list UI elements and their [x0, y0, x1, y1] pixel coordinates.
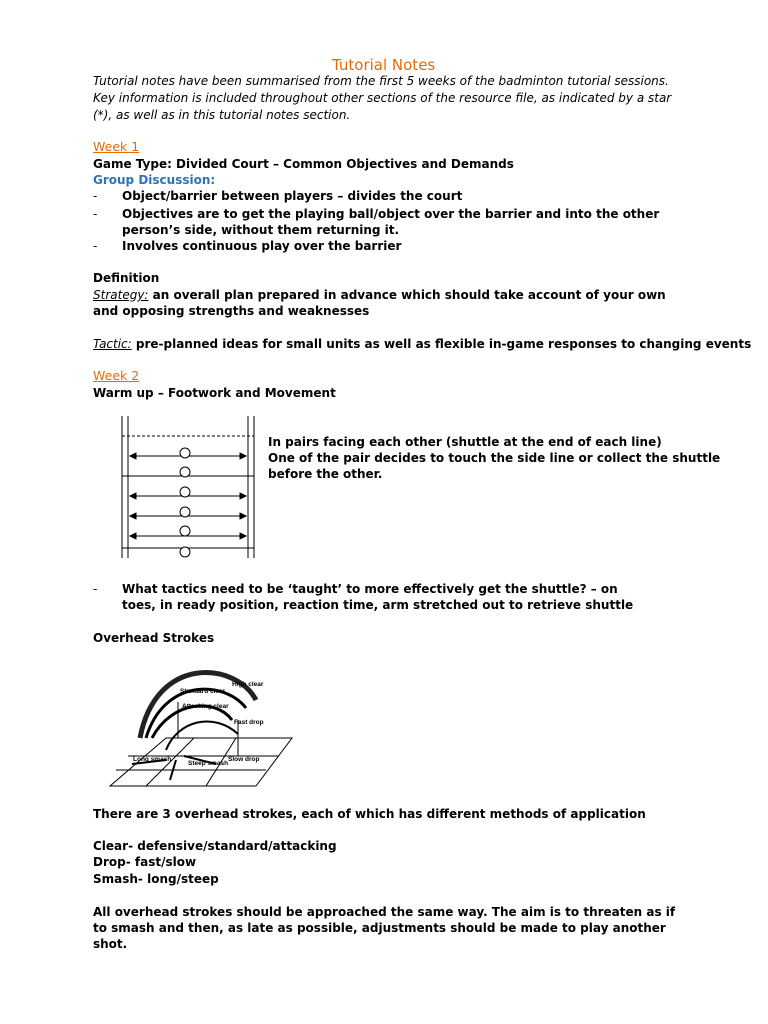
week1-label: Week 1 — [93, 139, 140, 154]
tactics-bullet: What tactics need to be ‘taught’ to more effectively get the shuttle? – on toes, in ready position, reaction time, arm stretched out to retrieve shuttle — [122, 582, 634, 612]
strategy-term: Strategy: — [93, 288, 149, 302]
week2-label: Week 2 — [93, 368, 140, 383]
definition-heading: Definition — [93, 271, 160, 285]
footwork-text-3: before the other. — [268, 467, 383, 481]
group-discussion-label: Group Discussion: — [93, 173, 216, 187]
footwork-text-1: In pairs facing each other (shuttle at the end of each line) — [268, 435, 662, 449]
label-long-smash: Long smash — [133, 756, 172, 763]
label-fast-drop: Fast drop — [234, 719, 264, 726]
overhead-strokes-heading: Overhead Strokes — [93, 631, 215, 645]
discussion-bullet: Object/barrier between players – divides the court — [122, 189, 463, 203]
bullet-dash: - — [93, 239, 98, 253]
label-standard-clear: Standard clear — [180, 688, 226, 695]
tactic-definition — [93, 336, 751, 352]
label-slow-drop: Slow drop — [228, 756, 260, 763]
week1-heading: Game Type: Divided Court – Common Objectives and Demands — [93, 157, 514, 171]
label-high-clear: High clear — [232, 681, 264, 688]
tactic-term: Tactic: — [93, 337, 132, 351]
clear-types: Clear- defensive/standard/attacking — [93, 839, 337, 853]
smash-types: Smash- long/steep — [93, 872, 219, 886]
bullet-dash: - — [93, 189, 98, 203]
discussion-bullet: Involves continuous play over the barrier — [122, 239, 402, 253]
player-face-icon — [180, 487, 190, 497]
player-face-icon — [180, 448, 190, 458]
player-face-icon — [180, 526, 190, 536]
label-steep-smash: Steep smash — [188, 760, 229, 767]
player-face-icon — [180, 467, 190, 477]
footwork-diagram — [118, 416, 258, 560]
bullet-dash: - — [93, 582, 98, 596]
player-face-icon — [180, 547, 190, 557]
page-title: Tutorial Notes — [332, 56, 436, 74]
tactic-text: pre-planned ideas for small units as well as flexible in-game responses to changing events — [131, 337, 752, 351]
footwork-text-2: One of the pair decides to touch the side line or collect the shuttle — [268, 451, 721, 465]
player-face-icon — [180, 507, 190, 517]
week2-heading: Warm up – Footwork and Movement — [93, 386, 336, 400]
discussion-bullet: Objectives are to get the playing ball/object over the barrier and into the other person’s side, without them returning it. — [122, 207, 660, 237]
label-attacking-clear: Attacking clear — [182, 703, 229, 710]
strategy-definition — [93, 287, 683, 319]
bullet-dash: - — [93, 207, 98, 221]
intro-paragraph: Tutorial notes have been summarised from the first 5 weeks of the badminton tutorial sessions. Key information is included throughout other sections of the resource file, as indicated by a star (*), as well as in this tutorial notes section. — [93, 74, 672, 122]
final-paragraph: All overhead strokes should be approached the same way. The aim is to threaten as if to smash and then, as late as possible, adjustments should be made to play another shot. — [93, 905, 676, 951]
overhead-strokes-diagram — [106, 660, 300, 796]
overhead-summary: There are 3 overhead strokes, each of which has different methods of application — [93, 807, 646, 821]
drop-types: Drop- fast/slow — [93, 855, 197, 869]
strategy-text: an overall plan prepared in advance which should take account of your own and opposing strengths and weaknesses — [93, 288, 666, 318]
